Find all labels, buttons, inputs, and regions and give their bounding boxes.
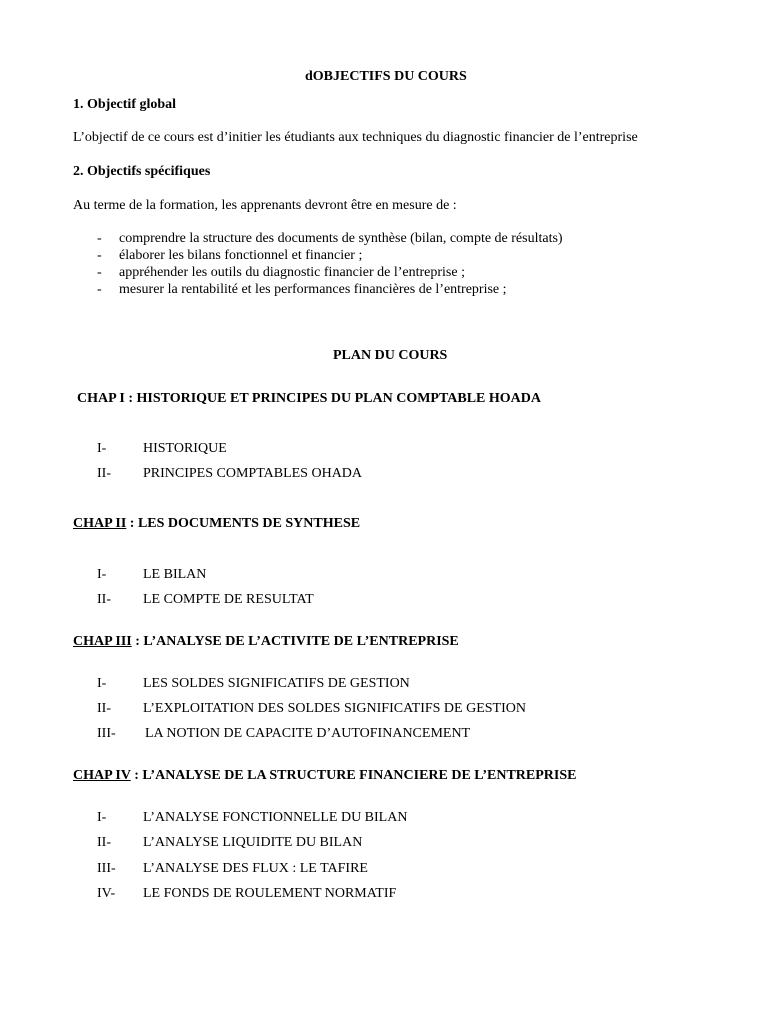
- chapter-3-prefix: CHAP III: [73, 634, 132, 649]
- chapter-4-item-2-label: L’ANALYSE LIQUIDITE DU BILAN: [143, 835, 363, 850]
- plan-title: PLAN DU COURS: [333, 348, 448, 363]
- chapter-2-item-2-label: LE COMPTE DE RESULTAT: [143, 592, 314, 607]
- chapter-3-item-3-label: LA NOTION DE CAPACITE D’AUTOFINANCEMENT: [145, 726, 471, 741]
- chapter-4-item-4-label: LE FONDS DE ROULEMENT NORMATIF: [143, 886, 397, 901]
- chapter-4-item-4-number: IV-: [97, 886, 116, 901]
- chapter-3-item-2-label: L’EXPLOITATION DES SOLDES SIGNIFICATIFS DE GESTION: [143, 701, 526, 716]
- chapter-2-title: [73, 515, 360, 533]
- specific-objectives-intro: Au terme de la formation, les apprenants devront être en mesure de :: [73, 198, 457, 213]
- list-item: élaborer les bilans fonctionnel et financier ;: [119, 248, 363, 263]
- chapter-2-heading: : LES DOCUMENTS DE SYNTHESE: [126, 516, 361, 531]
- chapter-2-item-1-number: I-: [97, 567, 107, 582]
- list-item: mesurer la rentabilité et les performances financières de l’entreprise ;: [119, 282, 507, 297]
- chapter-4-item-2-number: II-: [97, 835, 111, 850]
- chapter-1-item-2-number: II-: [97, 466, 111, 481]
- chapter-4-title: [73, 767, 576, 785]
- chapter-4-item-1-label: L’ANALYSE FONCTIONNELLE DU BILAN: [143, 810, 408, 825]
- specific-objectives-heading: 2. Objectifs spécifiques: [73, 164, 211, 179]
- chapter-3-item-3-number: III-: [97, 726, 116, 741]
- chapter-4-item-3-label: L’ANALYSE DES FLUX : LE TAFIRE: [143, 861, 368, 876]
- list-item: comprendre la structure des documents de synthèse (bilan, compte de résultats): [119, 231, 563, 246]
- chapter-4-item-1-number: I-: [97, 810, 107, 825]
- bullet-marker: -: [97, 265, 102, 280]
- chapter-2-item-2-number: II-: [97, 592, 111, 607]
- chapter-3-item-1-label: LES SOLDES SIGNIFICATIFS DE GESTION: [143, 676, 410, 691]
- chapter-4-heading: : L’ANALYSE DE LA STRUCTURE FINANCIERE DE L’ENTREPRISE: [130, 768, 577, 783]
- bullet-marker: -: [97, 231, 102, 246]
- chapter-3-heading: : L’ANALYSE DE L’ACTIVITE DE L’ENTREPRISE: [131, 634, 459, 649]
- global-objective-text: L’objectif de ce cours est d’initier les étudiants aux techniques du diagnostic financier de l’entreprise: [73, 130, 638, 145]
- list-item: appréhender les outils du diagnostic financier de l’entreprise ;: [119, 265, 465, 280]
- chapter-4-item-3-number: III-: [97, 861, 116, 876]
- bullet-marker: -: [97, 282, 102, 297]
- chapter-2-prefix: CHAP II: [73, 516, 127, 531]
- chapter-2-item-1-label: LE BILAN: [143, 567, 207, 582]
- chapter-3-item-1-number: I-: [97, 676, 107, 691]
- chapter-1-title: CHAP I : HISTORIQUE ET PRINCIPES DU PLAN COMPTABLE HOADA: [77, 391, 542, 406]
- objectives-title: dOBJECTIFS DU COURS: [305, 69, 467, 84]
- chapter-1-item-1-number: I-: [97, 441, 107, 456]
- chapter-1-item-1-label: HISTORIQUE: [143, 441, 227, 456]
- bullet-marker: -: [97, 248, 102, 263]
- chapter-1-item-2-label: PRINCIPES COMPTABLES OHADA: [143, 466, 363, 481]
- chapter-3-item-2-number: II-: [97, 701, 111, 716]
- global-objective-heading: 1. Objectif global: [73, 97, 177, 112]
- chapter-4-prefix: CHAP IV: [73, 768, 131, 783]
- chapter-3-title: [73, 633, 459, 651]
